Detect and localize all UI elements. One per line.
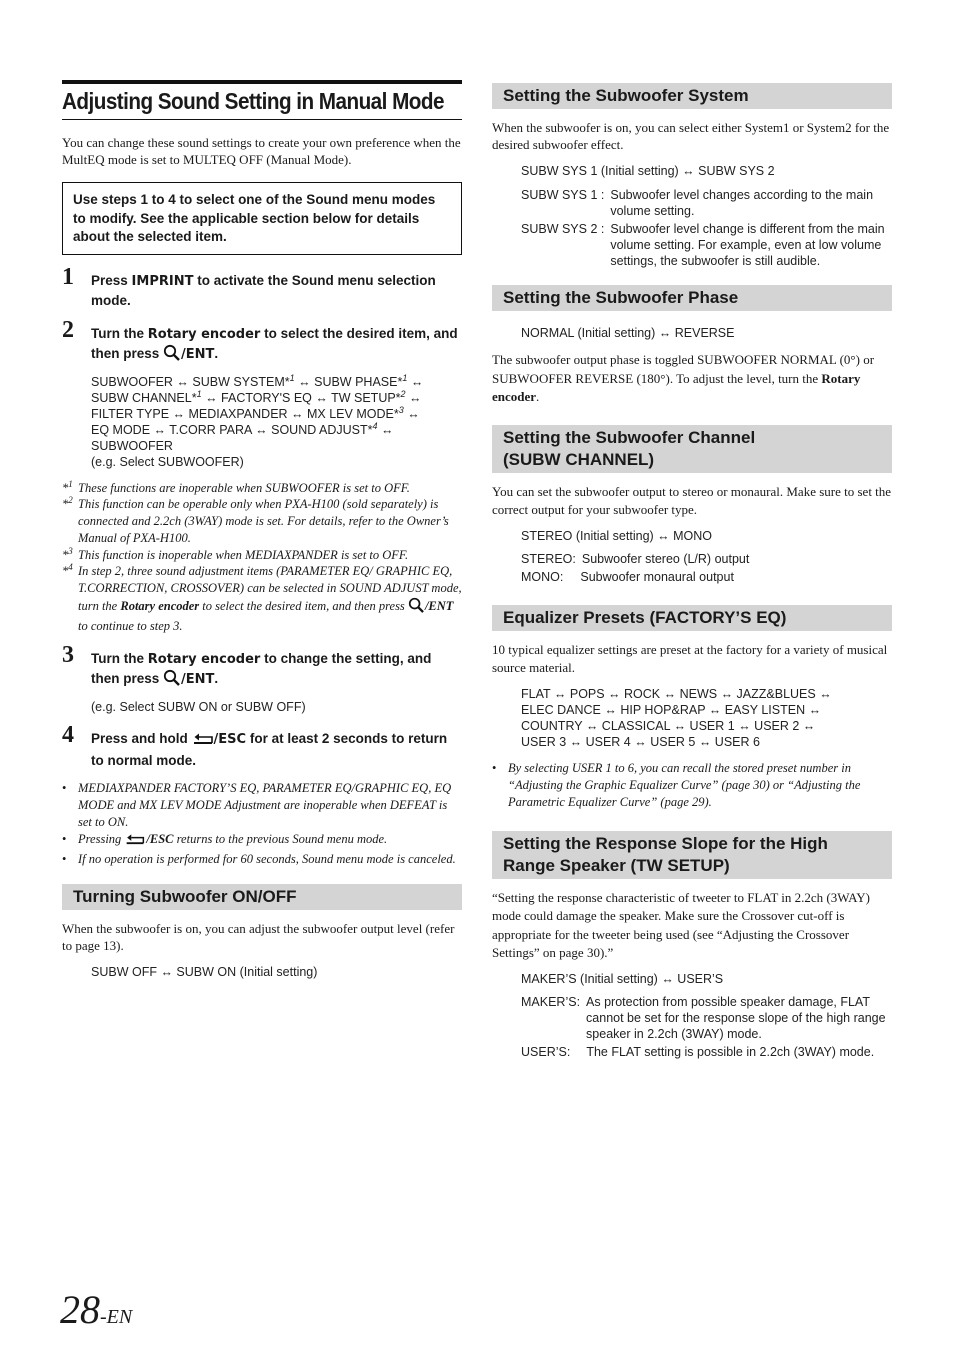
menu-flow: [91, 374, 462, 470]
flow-line: [91, 406, 462, 422]
note-text: By selecting USER 1 to 6, you can recall the stored preset number in “Adjusting the Graphic Equalizer Curve” (page 30) or “Adjusting the Parametric Equalizer Curve” (page 29).: [508, 760, 861, 809]
step-number: 1: [62, 263, 74, 290]
page-number-suffix: -EN: [100, 1306, 133, 1328]
fn-text-part: to continue to step 3.: [78, 618, 183, 633]
page-title: Adjusting Sound Setting in Manual Mode: [62, 88, 444, 114]
footnote-1: [62, 480, 462, 497]
body-part: The subwoofer output phase is toggled SUBWOOFER NORMAL (0°) or SUBWOOFER REVERSE (180°). To adjust the level, turn the: [492, 352, 875, 386]
page-number-value: 28: [60, 1287, 100, 1332]
section-body: You can set the subwoofer output to stereo or monaural. Make sure to set the correct output for your subwoofer type.: [492, 483, 892, 517]
title-rule-bottom: [62, 119, 462, 120]
step-text-part: Press and hold: [91, 730, 192, 746]
fn-text: [78, 563, 462, 634]
flow-part: SUBW CHANNEL*: [91, 390, 197, 405]
flow-sup: 1: [289, 372, 295, 383]
definition-term: MAKER’S:: [521, 994, 581, 1009]
list-item: • If no operation is performed for 60 seconds, Sound menu mode is canceled.: [62, 851, 456, 866]
flow-part: ↔: [405, 390, 422, 405]
heading-line: (SUBW CHANNEL): [503, 449, 655, 469]
flow-line: [91, 390, 462, 406]
page-number: [60, 1286, 132, 1333]
fn-mark: *: [62, 564, 69, 579]
definition-desc: Subwoofer level change is different from the main volume setting. For example, even at low volume settings, the subwoofer is still audible.: [610, 222, 885, 268]
fn-keyword: /ENT: [424, 599, 454, 614]
right-column: [492, 83, 892, 1062]
note-text: [78, 831, 387, 851]
section-body: When the subwoofer is on, you can adjust the subwoofer output level (refer to page 13).: [62, 920, 455, 953]
fn-mark: *: [62, 497, 69, 512]
flow-example: (e.g. Select SUBW ON or SUBW OFF): [91, 699, 306, 714]
section-body: “Setting the response characteristic of tweeter to FLAT in 2.2ch (3WAY) mode could damage the speaker. Make sure the Crossover cut-off is appropriate for the tweeter being used (see “Adjusting the Crossover Settings” on page 30).”: [492, 889, 870, 960]
flow-sup: 2: [400, 388, 406, 399]
definition-desc: As protection from possible speaker damage, FLAT cannot be set for the response slope of the high range speaker in 2.2ch (3WAY) mode.: [586, 994, 886, 1041]
definition-term: USER’S:: [521, 1044, 571, 1059]
step-number: 3: [62, 641, 74, 668]
setting-flow: MAKER’S (Initial setting) ↔ USER’S: [521, 971, 724, 986]
fn-sup: 3: [68, 545, 73, 556]
flow-line: [91, 374, 462, 390]
keyword-ent: /ENT: [181, 671, 215, 687]
footnote-3: [62, 547, 462, 564]
flow-line: COUNTRY ↔ CLASSICAL ↔ USER 1 ↔ USER 2 ↔: [521, 718, 816, 733]
definition-desc: The FLAT setting is possible in 2.2ch (3WAY) mode.: [586, 1044, 875, 1059]
flow-part: ↔: [403, 406, 420, 421]
definition-desc: Subwoofer level changes according to the main volume setting.: [610, 188, 874, 218]
note-text: MEDIAXPANDER FACTORY’S EQ, PARAMETER EQ/GRAPHIC EQ, EQ MODE and MX LEV MODE Adjustment are inoperable when DEFEAT is set to ON.: [78, 780, 452, 829]
step-number: 4: [62, 721, 74, 748]
setting-flow: NORMAL (Initial setting) ↔ REVERSE: [521, 326, 735, 340]
definition-term: STEREO:: [521, 551, 576, 566]
search-icon: [163, 669, 181, 691]
definition-item: [521, 569, 892, 585]
definition-desc: Subwoofer monaural output: [580, 569, 734, 584]
fn-text-part: to select the desired item, and then press: [199, 599, 408, 614]
section-heading-subwoofer-phase: Setting the Subwoofer Phase: [492, 285, 892, 311]
note-keyword: /ESC: [146, 831, 174, 846]
flow-line: SUBWOOFER: [91, 438, 173, 453]
definition-desc: Subwoofer stereo (L/R) output: [581, 551, 750, 566]
flow-sup: 4: [372, 420, 378, 431]
step-text-part: to change the setting, and then press: [91, 650, 432, 686]
fn-text: This function can be operable only when PXA-H100 (sold separately) is connected and 2.2ch (3WAY) mode is set. For details, refer to the Owner’s Manual of PXA-H100.: [78, 497, 449, 545]
step-text: [91, 324, 462, 366]
flow-part: ↔: [407, 374, 424, 389]
search-icon: [163, 344, 181, 366]
fn-sup: 4: [68, 562, 73, 573]
setting-flow: [521, 686, 892, 750]
footnotes: [62, 480, 462, 635]
definition-item: [521, 1044, 892, 1060]
flow-part: EQ MODE ↔ T.CORR PARA ↔ SOUND ADJUST*: [91, 422, 373, 437]
step-1: [62, 263, 462, 310]
step-text-part: to activate the Sound menu selection mode.: [91, 272, 436, 308]
footnote-4: [62, 563, 462, 634]
step-text-part: Turn the: [91, 325, 148, 341]
section-heading-equalizer-presets: Equalizer Presets (FACTORY’S EQ): [492, 605, 892, 631]
title-rule-top: [62, 80, 462, 84]
section-heading-subwoofer-system: Setting the Subwoofer System: [492, 83, 892, 109]
note-part: Pressing: [78, 831, 125, 846]
heading-line: Setting the Response Slope for the High: [503, 833, 828, 853]
step-text: [91, 729, 462, 770]
flow-part: ↔ FACTORY'S EQ ↔ TW SETUP*: [201, 390, 401, 405]
search-icon: [408, 597, 425, 618]
eq-notes: [492, 760, 892, 811]
step-number: 2: [62, 316, 74, 343]
step-text-part: Turn the: [91, 650, 148, 666]
note-part: returns to the previous Sound menu mode.: [173, 831, 388, 846]
step-text-part: .: [214, 670, 219, 686]
definition-term: SUBW SYS 1 :: [521, 188, 605, 202]
definition-item: [521, 551, 892, 567]
definition-item: [521, 187, 892, 219]
left-column: [62, 80, 462, 990]
step-2: [62, 316, 462, 366]
list-item: • Pressing /ESC returns to the previous Sound menu mode.: [62, 831, 462, 851]
keyword-imprint: IMPRINT: [131, 273, 194, 289]
fn-keyword: Rotary encoder: [120, 599, 200, 614]
section-body: When the subwoofer is on, you can select either System1 or System2 for the desired subwoofer effect.: [492, 120, 890, 152]
back-arrow-icon: [192, 732, 214, 751]
list-item: • By selecting USER 1 to 6, you can recall the stored preset number in “Adjusting the Graphic Equalizer Curve” (page 30) or “Adjusting the Parametric Equalizer Curve” (page 29).: [492, 760, 892, 811]
flow-example: (e.g. Select SUBWOOFER): [91, 454, 244, 469]
section-heading-subwoofer-onoff: Turning Subwoofer ON/OFF: [62, 884, 462, 910]
definition-term: SUBW SYS 2 :: [521, 222, 605, 236]
flow-part: ↔ SUBW PHASE*: [294, 374, 403, 389]
flow-line: FLAT ↔ POPS ↔ ROCK ↔ NEWS ↔ JAZZ&BLUES ↔: [521, 686, 832, 701]
body-keyword: Rotary encoder: [492, 370, 861, 404]
fn-mark: *: [62, 547, 69, 562]
flow-line: ELEC DANCE ↔ HIP HOP&RAP ↔ EASY LISTEN ↔: [521, 702, 822, 717]
section-body: 10 typical equalizer settings are preset at the factory for a variety of musical source material.: [492, 641, 888, 675]
flow-line: USER 3 ↔ USER 4 ↔ USER 5 ↔ USER 6: [521, 734, 760, 749]
keyword-ent: /ENT: [181, 346, 215, 362]
step-text-part: Press: [91, 272, 132, 288]
step-text: [91, 649, 462, 691]
keyword-esc: /ESC: [213, 731, 247, 747]
step-text-part: .: [214, 345, 219, 361]
step-4: [62, 721, 462, 770]
setting-flow: SUBW OFF ↔ SUBW ON (Initial setting): [91, 964, 318, 979]
fn-sup: 2: [68, 495, 73, 506]
flow-sup: 3: [398, 404, 404, 415]
setting-flow: STEREO (Initial setting) ↔ MONO: [521, 528, 713, 543]
step-text: [91, 271, 462, 310]
intro-paragraph: You can change these sound settings to create your own preference when the MultEQ mode is set to MULTEQ OFF (Manual Mode).: [62, 135, 461, 167]
definition-item: [521, 994, 892, 1042]
keyword-rotary-encoder: Rotary encoder: [147, 651, 261, 667]
section-heading-tw-setup: [492, 831, 892, 879]
list-item: • MEDIAXPANDER FACTORY’S EQ, PARAMETER EQ/GRAPHIC EQ, EQ MODE and MX LEV MODE Adjustment are inoperable when DEFEAT is set to ON.: [62, 780, 462, 831]
flow-part: SUBWOOFER ↔ SUBW SYSTEM*: [91, 374, 290, 389]
flow-part: ↔: [377, 422, 394, 437]
note-text: If no operation is performed for 60 seconds, Sound menu mode is canceled.: [78, 851, 456, 866]
definition-item: [521, 221, 892, 269]
keyword-rotary-encoder: Rotary encoder: [147, 326, 261, 342]
heading-line: Range Speaker (TW SETUP): [503, 855, 730, 875]
setting-flow: SUBW SYS 1 (Initial setting) ↔ SUBW SYS 2: [521, 164, 775, 178]
fn-text: These functions are inoperable when SUBWOOFER is set to OFF.: [78, 480, 410, 495]
fn-text: This function is inoperable when MEDIAXPANDER is set to OFF.: [78, 547, 409, 562]
fn-mark: *: [62, 480, 69, 495]
flow-line: [91, 422, 462, 438]
flow-sup: 1: [196, 388, 202, 399]
section-heading-subwoofer-channel: [492, 425, 892, 473]
fn-text-part: In step 2, three sound adjustment items (PARAMETER EQ/ GRAPHIC EQ, T.CORRECTION, CROSSOVER) can be selected in SOUND ADJUST mode, turn the: [78, 564, 462, 614]
step-text-part: for at least 2 seconds to return to normal mode.: [91, 730, 448, 768]
notes-list: [62, 780, 462, 868]
body-part: .: [536, 389, 540, 404]
definition-term: MONO:: [521, 569, 564, 584]
step-text-part: to select the desired item, and then press: [91, 325, 458, 361]
step-3: [62, 641, 462, 691]
back-arrow-icon: [124, 833, 146, 851]
footnote-2: [62, 496, 462, 546]
flow-sup: 1: [402, 372, 408, 383]
flow-part: FILTER TYPE ↔ MEDIAXPANDER ↔ MX LEV MODE*: [91, 406, 399, 421]
section-body: [492, 351, 892, 407]
fn-sup: 1: [68, 478, 73, 489]
instruction-box: Use steps 1 to 4 to select one of the Sound menu modes to modify. See the applicable section below for details about the selected item.: [62, 182, 462, 255]
heading-line: Setting the Subwoofer Channel: [503, 427, 756, 447]
